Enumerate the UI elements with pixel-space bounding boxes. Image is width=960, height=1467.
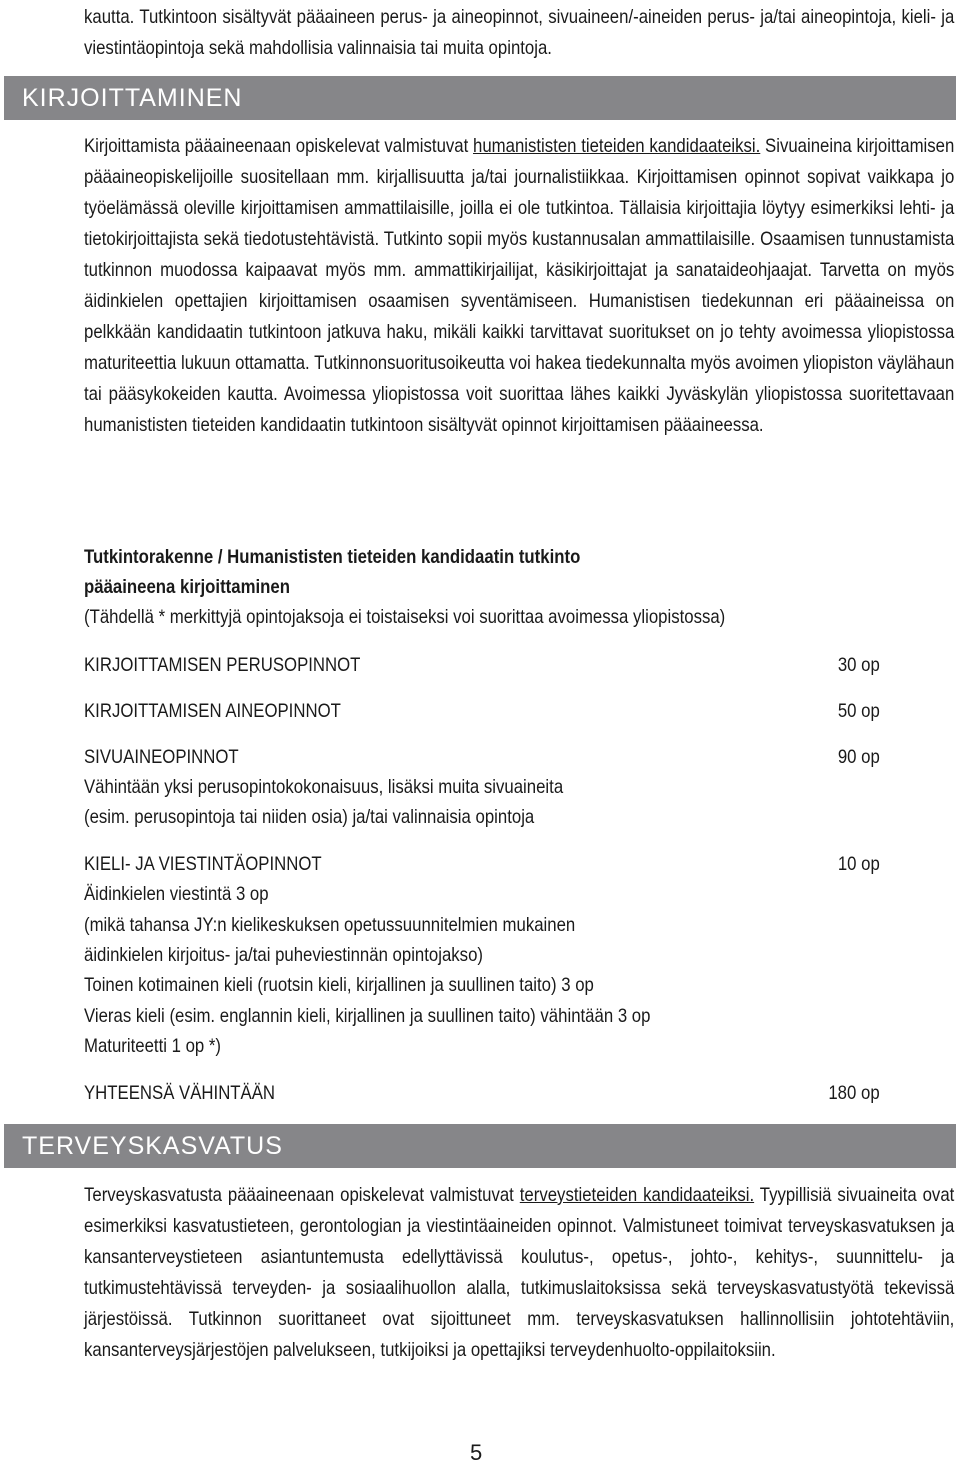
row-credits-sivuaineopinnot: 90 op: [838, 746, 880, 768]
intro-paragraph: kautta. Tutkintoon sisältyvät pääaineen perus- ja aineopinnot, sivuaineen/-aineiden perus- ja/tai aineopintoja, kieli- ja viestintäopintoja sekä mahdollisia valinnaisia tai muita opintoja.: [84, 6, 955, 59]
structure-note: (Tähdellä * merkittyjä opintojaksoja ei toistaiseksi voi suorittaa avoimessa yliopistossa): [84, 606, 726, 628]
structure-heading-line2: pääaineena kirjoittaminen: [84, 576, 290, 598]
page-number: 5: [470, 1440, 483, 1465]
row-title-sivuaineopinnot: SIVUAINEOPINNOT: [84, 746, 239, 768]
sivuaine-detail-2: (esim. perusopintoja tai niiden osia) ja/tai valinnaisia opintoja: [84, 806, 535, 828]
kieli-detail-3: äidinkielen kirjoitus- ja/tai puheviestinnän opintojakso): [84, 944, 483, 966]
row-credits-perusopinnot: 30 op: [838, 654, 880, 676]
row-title-yhteensa: YHTEENSÄ VÄHINTÄÄN: [84, 1082, 276, 1104]
row-title-kieli: KIELI- JA VIESTINTÄOPINNOT: [84, 853, 322, 875]
kieli-detail-2: (mikä tahansa JY:n kielikeskuksen opetussuunnitelmien mukainen: [84, 914, 576, 936]
kieli-detail-4: Toinen kotimainen kieli (ruotsin kieli, kirjallinen ja suullinen taito) 3 op: [84, 974, 594, 996]
row-credits-aineopinnot: 50 op: [838, 700, 880, 722]
row-credits-kieli: 10 op: [838, 853, 880, 875]
structure-heading-line1: Tutkintorakenne / Humanististen tieteiden kandidaatin tutkinto: [84, 546, 581, 568]
terveyskasvatus-paragraph: [84, 1180, 954, 1366]
kieli-detail-1: Äidinkielen viestintä 3 op: [84, 883, 269, 905]
degree-link[interactable]: humanististen tieteiden kandidaateiksi.: [473, 135, 761, 157]
kieli-detail-5: Vieras kieli (esim. englannin kieli, kirjallinen ja suullinen taito) vähintään 3 op: [84, 1005, 651, 1027]
kieli-detail-6: Maturiteetti 1 op *): [84, 1035, 222, 1057]
paragraph-text: Kirjoittamista pääaineenaan opiskelevat valmistuvat: [84, 135, 474, 157]
row-credits-yhteensa: 180 op: [828, 1082, 880, 1104]
section-banner-kirjoittaminen: KIRJOITTAMINEN: [4, 76, 956, 120]
row-title-perusopinnot: KIRJOITTAMISEN PERUSOPINNOT: [84, 654, 361, 676]
paragraph-text: Sivuaineina kirjoittamisen pääaineopiskelijoille suositellaan mm. kirjallisuutta ja/tai journalistiikkaa. Kirjoittamisen opinnot sopivat vaikkapa jo työelämässä oleville kirjoittamisen ammattilaisille, joilla ei ole tutkintoa. Tällaisia kirjoittajia löytyy esimerkiksi lehti- ja tietokirjoittajista sekä tiedotustehtävistä. Tutkinto sopii myös kustannusalan ammattilaisille. Osaamisen tunnustamista tutkinnon muodossa kaipaavat myös mm. ammattikirjailijat, käsikirjoittajat ja sanataideohjaajat. Tarvetta on myös äidinkielen opettajien kirjoittamisen osaamisen syventämiseen. Humanistisen tiedekunnan eri pääaineissa on pelkkään kandidaatin tutkintoon jatkuva haku, mikäli kaikki tarvittavat suoritukset on jo tehty avoimessa yliopistossa maturiteettia lukuun ottamatta. Tutkinnonsuoritusoikeutta voi hakea tiedekunnalta myös avoimen yliopiston väylähaun tai pääsykokeiden kautta. Avoimessa yliopistossa voit suorittaa lähes kaikki Jyväskylän yliopistossa suoritettavaan humanististen tieteiden kandidaatin tutkintoon sisältyvät opinnot kirjoittamisen pääaineessa.: [84, 135, 955, 436]
degree-link[interactable]: terveystieteiden kandidaateiksi.: [519, 1184, 755, 1206]
paragraph-text: Tyypillisiä sivuaineita ovat esimerkiksi kasvatustieteen, gerontologian ja viestintäaineiden opinnot. Valmistuneet toimivat terveyskasvatuksen ja kansanterveystieteen asiantuntemusta edellyttävissä koulutus-, opetus-, johto-, kehitys-, suunnittelu- ja tutkimustehtävissä terveyden- ja sosiaalihuollon alalla, tutkimuslaitoksissa sekä terveyskasvatustyötä tekevissä järjestöissä. Tutkinnon suorittaneet ovat sijoittuneet mm. terveyskasvatuksen hallinnollisiin johtotehtäviin, kansanterveysjärjestöjen palvelukseen, tutkijoiksi ja opettajiksi terveydenhuolto-oppilaitoksiin.: [84, 1184, 955, 1361]
paragraph-text: Terveyskasvatusta pääaineenaan opiskelevat valmistuvat: [84, 1184, 520, 1206]
sivuaine-detail-1: Vähintään yksi perusopintokokonaisuus, lisäksi muita sivuaineita: [84, 776, 564, 798]
section-banner-terveyskasvatus: TERVEYSKASVATUS: [4, 1124, 956, 1168]
row-title-aineopinnot: KIRJOITTAMISEN AINEOPINNOT: [84, 700, 341, 722]
kirjoittaminen-paragraph: [84, 131, 954, 441]
